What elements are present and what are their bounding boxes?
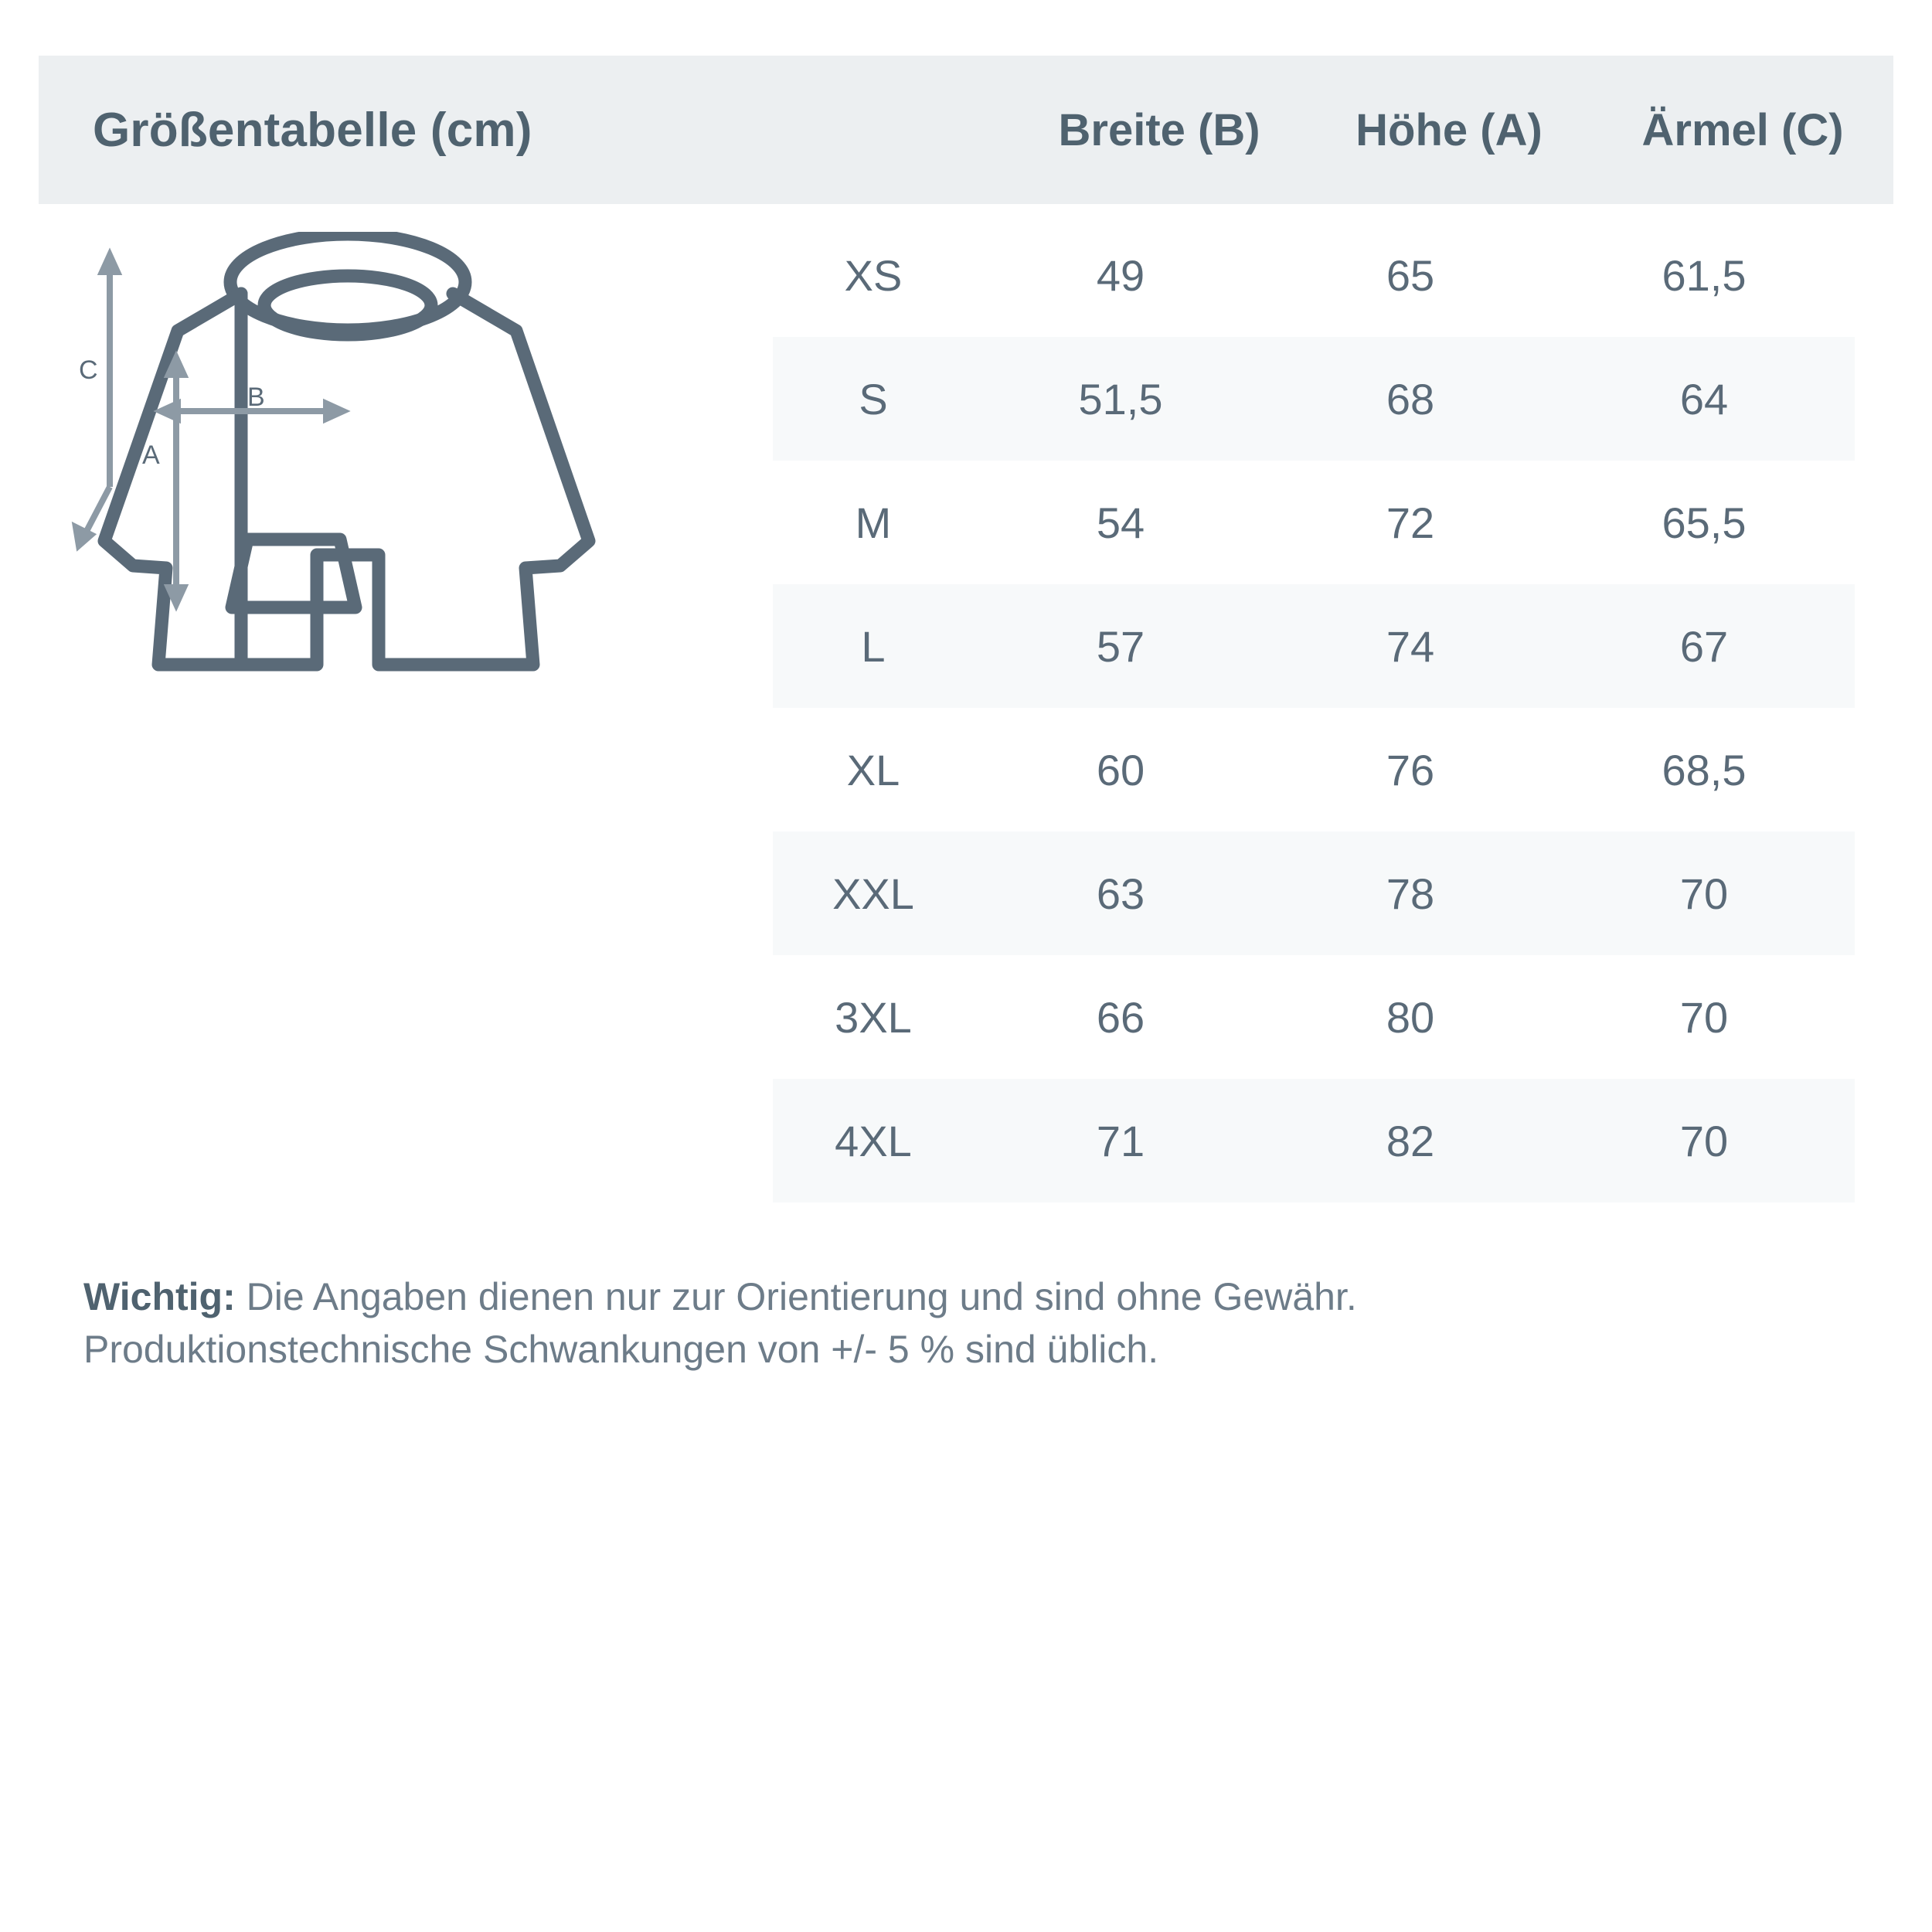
diagram-label-a: A (142, 440, 160, 470)
table-header-band (39, 56, 1893, 204)
cell-sleeve: 70 (1679, 869, 1729, 918)
table-row (773, 213, 1855, 337)
column-header-size (811, 104, 1012, 156)
cell-height: 78 (1386, 869, 1435, 918)
table-row (773, 1079, 1855, 1202)
cell-width: 66 (1096, 992, 1145, 1042)
page-title: Größentabelle (cm) (93, 103, 532, 157)
cell-width: 54 (1096, 498, 1145, 547)
cell-sleeve: 70 (1679, 992, 1729, 1042)
cell-width: 57 (1096, 621, 1145, 671)
table-row (773, 461, 1855, 584)
cell-size: L (861, 621, 886, 671)
cell-height: 76 (1386, 745, 1435, 794)
cell-width: 71 (1096, 1116, 1145, 1165)
table-row (773, 337, 1855, 461)
cell-height: 82 (1386, 1116, 1435, 1165)
table-row (773, 584, 1855, 708)
diagram-label-b: B (247, 383, 265, 412)
cell-size: S (859, 374, 888, 423)
size-table (773, 213, 1855, 1202)
column-header-sleeve: Ärmel (C) (1641, 104, 1844, 155)
cell-height: 68 (1386, 374, 1435, 423)
table-row (773, 955, 1855, 1079)
column-headers (811, 104, 1893, 156)
cell-height: 80 (1386, 992, 1435, 1042)
diagram-label-c: C (79, 355, 98, 385)
cell-size: XS (844, 250, 903, 300)
cell-sleeve: 68,5 (1662, 745, 1747, 794)
cell-size: 4XL (835, 1116, 912, 1165)
cell-size: 3XL (835, 992, 912, 1042)
cell-width: 60 (1096, 745, 1145, 794)
cell-height: 72 (1386, 498, 1435, 547)
cell-sleeve: 65,5 (1662, 498, 1747, 547)
table-row (773, 832, 1855, 955)
disclaimer-note (83, 1271, 1861, 1376)
cell-size: XL (846, 745, 900, 794)
cell-sleeve: 67 (1679, 621, 1729, 671)
cell-sleeve: 61,5 (1662, 250, 1747, 300)
cell-width: 51,5 (1078, 374, 1163, 423)
cell-sleeve: 64 (1679, 374, 1729, 423)
disclaimer-line-2: Produktionstechnische Schwankungen von +/- 5 % sind üblich. (83, 1327, 1159, 1371)
column-header-height: Höhe (A) (1355, 104, 1543, 155)
cell-height: 74 (1386, 621, 1435, 671)
cell-size: XXL (832, 869, 914, 918)
hoodie-illustration-icon (62, 232, 773, 819)
cell-height: 65 (1386, 250, 1435, 300)
cell-sleeve: 70 (1679, 1116, 1729, 1165)
hoodie-diagram (62, 232, 773, 819)
column-header-width: Breite (B) (1058, 104, 1260, 155)
cell-size: M (855, 498, 892, 547)
disclaimer-line-1: Die Angaben dienen nur zur Orientierung und sind ohne Gewähr. (235, 1275, 1357, 1318)
cell-width: 49 (1096, 250, 1145, 300)
disclaimer-label: Wichtig: (83, 1275, 236, 1318)
cell-width: 63 (1096, 869, 1145, 918)
table-row (773, 708, 1855, 832)
